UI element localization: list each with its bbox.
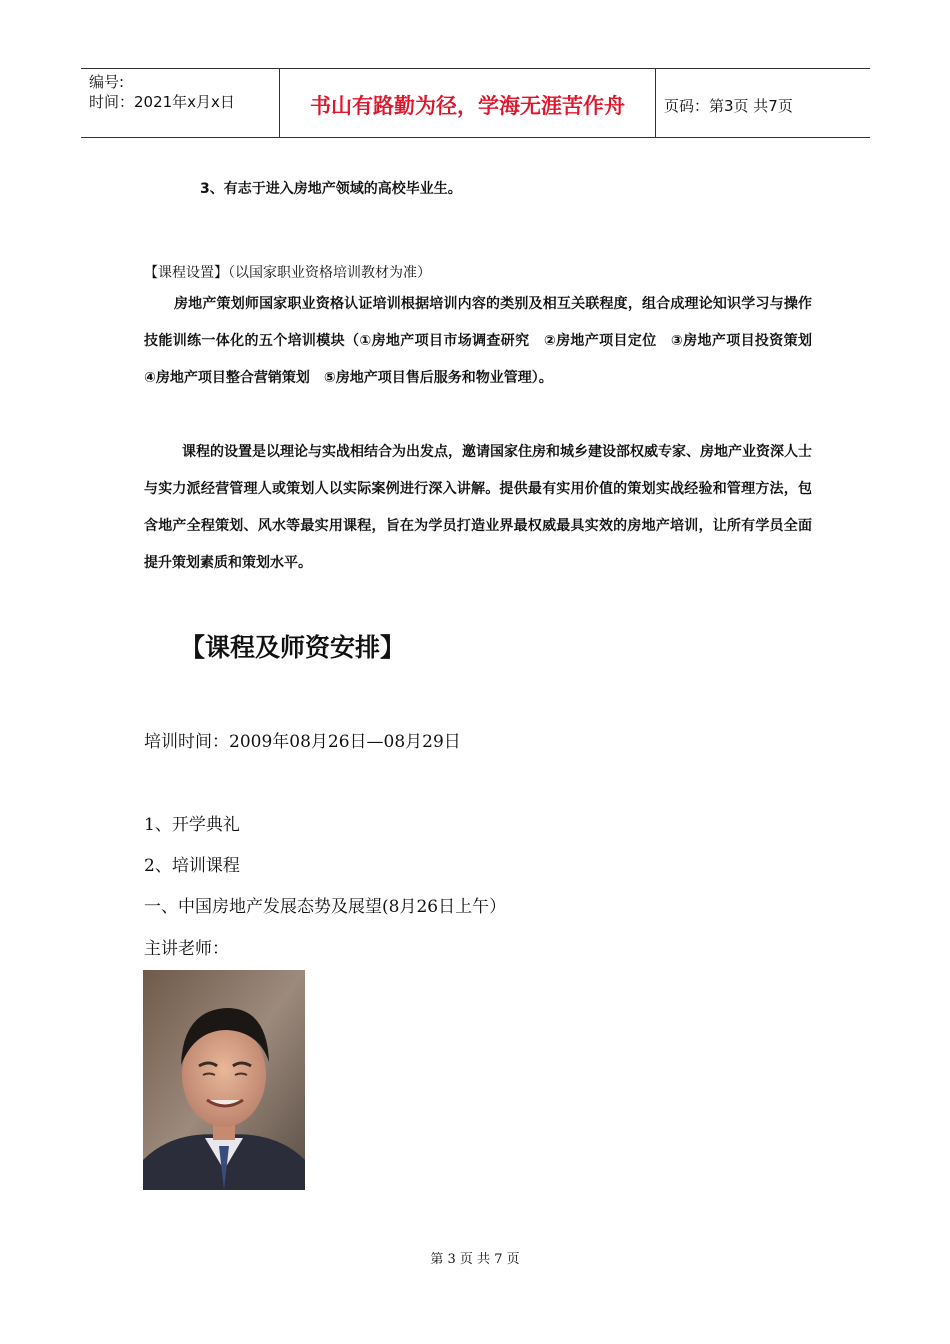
page-header	[81, 68, 870, 138]
lecturer-photo	[143, 970, 305, 1190]
number-label: 编号:	[89, 73, 125, 91]
item-opening-ceremony: 1、开学典礼	[144, 815, 240, 835]
lecturer-label: 主讲老师：	[144, 939, 229, 959]
date-label: 时间：2021年x月x日	[89, 93, 235, 111]
course-setup-paragraph-2: 课程的设置是以理论与实战相结合为出发点，邀请国家住房和城乡建设部权威专家、房地产业资深人士与实力派经营管理人或策划人以实际案例进行深入讲解。提供最有实用价值的策划实战经验和管理方法，包含地产全程策划、风水等最实用课程，旨在为学员打造业界最权威最具实效的房地产培训，让所有学员全面提升策划素质和策划水平。	[144, 444, 812, 571]
course-1-title: 一、中国房地产发展态势及展望(8月26日上午）	[144, 897, 507, 917]
training-time: 培训时间：2009年08月26日—08月29日	[144, 732, 461, 752]
item-training-courses: 2、培训课程	[144, 856, 240, 876]
header-motto: 书山有路勤为径，学海无涯苦作舟	[280, 69, 656, 137]
page-footer: 第 3 页 共 7 页	[430, 1252, 520, 1267]
header-page-info: 页码：第3页 共7页	[664, 96, 793, 115]
course-setup-heading: 【课程设置】（以国家职业资格培训教材为准）	[144, 265, 431, 281]
header-left-cell	[81, 69, 280, 137]
item-3: 3、有志于进入房地产领域的高校毕业生。	[200, 181, 462, 197]
course-setup-paragraph-1: 房地产策划师国家职业资格认证培训根据培训内容的类别及相互关联程度，组合成理论知识学习与操作技能训练一体化的五个培训模块（①房地产项目市场调查研究 ②房地产项目定位 ③房地产项目投资策划 ④房地产项目整合营销策划 ⑤房地产项目售后服务和物业管理）。	[144, 296, 826, 386]
schedule-title: 【课程及师资安排】	[180, 633, 406, 662]
